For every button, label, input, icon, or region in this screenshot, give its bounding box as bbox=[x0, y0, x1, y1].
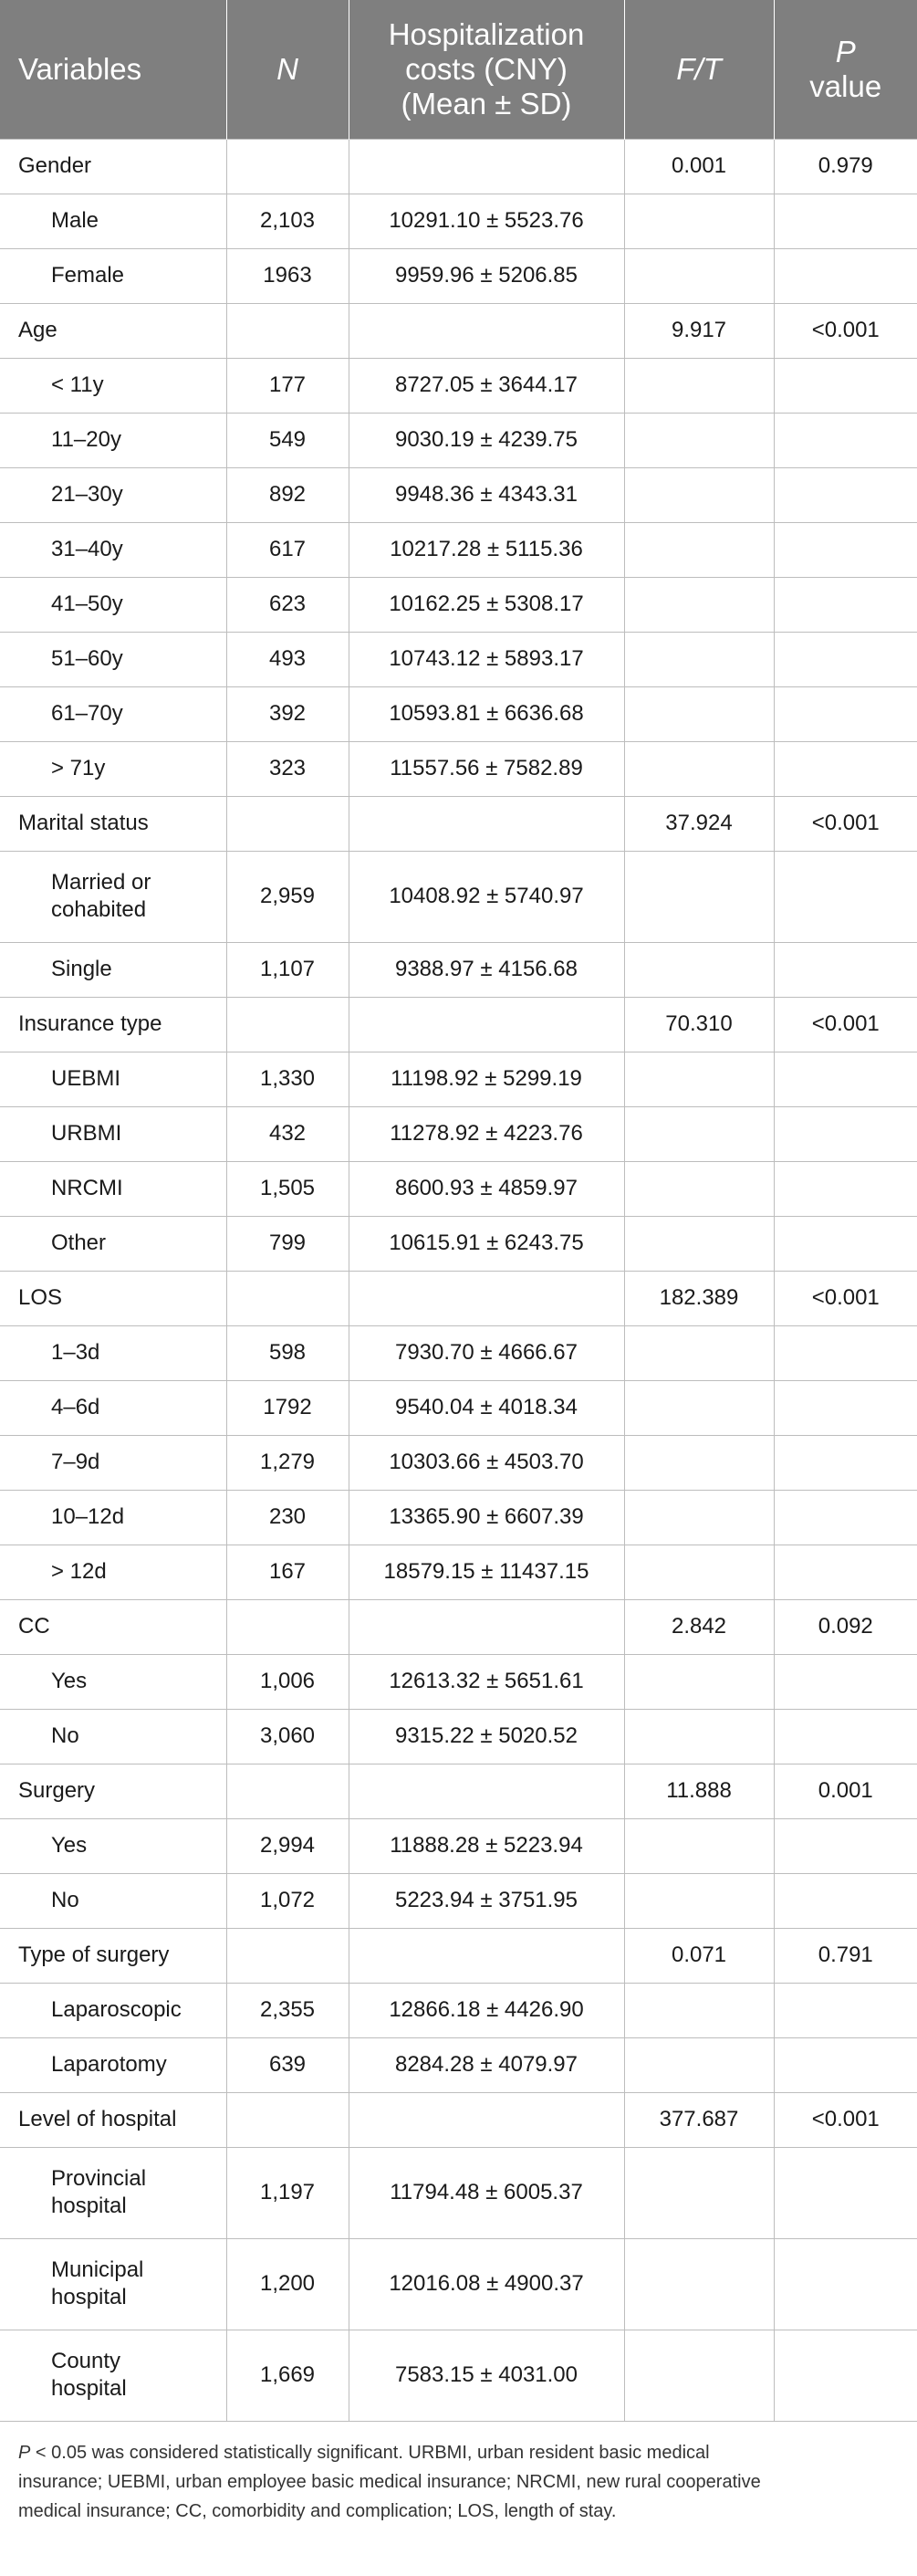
cell-ft: 2.842 bbox=[624, 1599, 774, 1654]
cell-cost: 9959.96 ± 5206.85 bbox=[349, 248, 624, 303]
cell-variable bbox=[0, 139, 226, 194]
cell-ft: 11.888 bbox=[624, 1764, 774, 1818]
cell-p-value bbox=[774, 2330, 917, 2421]
table-row bbox=[0, 1873, 917, 1928]
cell-p-value bbox=[774, 632, 917, 686]
cell-ft bbox=[624, 2238, 774, 2330]
cell-ft bbox=[624, 1380, 774, 1435]
cell-cost bbox=[349, 2092, 624, 2147]
cell-p-value: <0.001 bbox=[774, 1271, 917, 1325]
cell-cost bbox=[349, 139, 624, 194]
variable-label: Married or bbox=[51, 870, 151, 895]
cell-cost: 12016.08 ± 4900.37 bbox=[349, 2238, 624, 2330]
cell-n: 1,072 bbox=[226, 1873, 349, 1928]
cell-p-value bbox=[774, 358, 917, 413]
cell-cost: 8284.28 ± 4079.97 bbox=[349, 2037, 624, 2092]
cell-ft bbox=[624, 1216, 774, 1271]
table-row bbox=[0, 1052, 917, 1106]
cell-n: 598 bbox=[226, 1325, 349, 1380]
variable-label: Provincial bbox=[51, 2166, 147, 2191]
variable-label: LOS bbox=[18, 1285, 63, 1310]
footnote-line1: < 0.05 was considered statistically significant. URBMI, urban resident basic medical bbox=[30, 2442, 710, 2463]
cell-n: 1,107 bbox=[226, 942, 349, 997]
cell-p-value bbox=[774, 248, 917, 303]
cell-ft bbox=[624, 577, 774, 632]
cell-ft: 70.310 bbox=[624, 997, 774, 1052]
cell-cost: 10162.25 ± 5308.17 bbox=[349, 577, 624, 632]
cell-ft bbox=[624, 1818, 774, 1873]
cell-n bbox=[226, 1928, 349, 1983]
cell-n: 167 bbox=[226, 1545, 349, 1599]
cell-cost: 9388.97 ± 4156.68 bbox=[349, 942, 624, 997]
cell-variable bbox=[0, 851, 226, 942]
cell-n: 392 bbox=[226, 686, 349, 741]
cell-n: 3,060 bbox=[226, 1709, 349, 1764]
table-row bbox=[0, 467, 917, 522]
variable-label: UEBMI bbox=[51, 1066, 121, 1091]
cell-variable bbox=[0, 577, 226, 632]
cell-ft bbox=[624, 1709, 774, 1764]
cell-p-value bbox=[774, 522, 917, 577]
header-p-value bbox=[774, 0, 917, 139]
cell-cost bbox=[349, 1928, 624, 1983]
cell-ft bbox=[624, 522, 774, 577]
cell-variable bbox=[0, 1818, 226, 1873]
cell-ft: 0.001 bbox=[624, 139, 774, 194]
cell-variable bbox=[0, 1380, 226, 1435]
footnote-p-symbol: P bbox=[18, 2442, 31, 2463]
cell-n: 1,505 bbox=[226, 1161, 349, 1216]
variable-label: 4–6d bbox=[51, 1395, 100, 1419]
cell-cost: 8600.93 ± 4859.97 bbox=[349, 1161, 624, 1216]
cell-ft: 182.389 bbox=[624, 1271, 774, 1325]
cell-cost: 9540.04 ± 4018.34 bbox=[349, 1380, 624, 1435]
cell-ft bbox=[624, 1161, 774, 1216]
cell-variable bbox=[0, 522, 226, 577]
cell-cost: 11557.56 ± 7582.89 bbox=[349, 741, 624, 796]
cell-p-value bbox=[774, 2037, 917, 2092]
cell-variable bbox=[0, 1599, 226, 1654]
cell-cost: 10291.10 ± 5523.76 bbox=[349, 194, 624, 248]
cell-n bbox=[226, 1764, 349, 1818]
variable-label: 41–50y bbox=[51, 592, 123, 616]
cell-p-value bbox=[774, 1435, 917, 1490]
cell-p-value bbox=[774, 1325, 917, 1380]
variable-label: Female bbox=[51, 263, 125, 288]
cell-n: 1,200 bbox=[226, 2238, 349, 2330]
cell-p-value bbox=[774, 1709, 917, 1764]
variable-label: NRCMI bbox=[51, 1176, 123, 1200]
cell-cost: 11198.92 ± 5299.19 bbox=[349, 1052, 624, 1106]
variable-label: 11–20y bbox=[51, 427, 121, 452]
cell-cost: 11888.28 ± 5223.94 bbox=[349, 1818, 624, 1873]
cell-variable bbox=[0, 1216, 226, 1271]
table-row bbox=[0, 1818, 917, 1873]
cell-ft bbox=[624, 1873, 774, 1928]
cell-ft: 0.071 bbox=[624, 1928, 774, 1983]
cell-variable bbox=[0, 1545, 226, 1599]
table-row bbox=[0, 194, 917, 248]
variable-label: CC bbox=[18, 1614, 50, 1639]
variable-label: > 12d bbox=[51, 1559, 107, 1584]
cell-ft bbox=[624, 467, 774, 522]
cell-n: 639 bbox=[226, 2037, 349, 2092]
cell-variable bbox=[0, 2147, 226, 2238]
cell-cost: 12613.32 ± 5651.61 bbox=[349, 1654, 624, 1709]
cell-variable bbox=[0, 2092, 226, 2147]
variable-label: No bbox=[51, 1888, 79, 1912]
cell-n: 892 bbox=[226, 467, 349, 522]
cell-variable bbox=[0, 194, 226, 248]
cell-cost: 7583.15 ± 4031.00 bbox=[349, 2330, 624, 2421]
variable-label: 31–40y bbox=[51, 537, 123, 561]
cell-n: 432 bbox=[226, 1106, 349, 1161]
cell-variable bbox=[0, 1161, 226, 1216]
table-footnote bbox=[0, 2422, 917, 2526]
table-row bbox=[0, 632, 917, 686]
cell-p-value bbox=[774, 1052, 917, 1106]
cell-p-value bbox=[774, 942, 917, 997]
cell-p-value bbox=[774, 1818, 917, 1873]
cell-cost: 9948.36 ± 4343.31 bbox=[349, 467, 624, 522]
cell-n: 1,330 bbox=[226, 1052, 349, 1106]
cell-cost bbox=[349, 303, 624, 358]
cell-cost: 10408.92 ± 5740.97 bbox=[349, 851, 624, 942]
cell-ft bbox=[624, 1654, 774, 1709]
cell-n bbox=[226, 2092, 349, 2147]
table-row-group bbox=[0, 1599, 917, 1654]
cell-p-value bbox=[774, 577, 917, 632]
cell-cost: 10593.81 ± 6636.68 bbox=[349, 686, 624, 741]
variable-label: Yes bbox=[51, 1833, 88, 1858]
table-row bbox=[0, 358, 917, 413]
cell-ft bbox=[624, 358, 774, 413]
table-header bbox=[0, 0, 917, 139]
cell-ft bbox=[624, 1052, 774, 1106]
header-ft bbox=[624, 0, 774, 139]
cell-ft bbox=[624, 1325, 774, 1380]
cell-cost: 13365.90 ± 6607.39 bbox=[349, 1490, 624, 1545]
variable-label: Gender bbox=[18, 153, 92, 178]
cell-ft bbox=[624, 686, 774, 741]
variable-label-line2: hospital bbox=[51, 2194, 127, 2218]
cell-p-value: 0.791 bbox=[774, 1928, 917, 1983]
cell-variable bbox=[0, 1271, 226, 1325]
cell-p-value bbox=[774, 686, 917, 741]
table-row bbox=[0, 1983, 917, 2037]
cell-p-value bbox=[774, 467, 917, 522]
cell-n: 2,994 bbox=[226, 1818, 349, 1873]
table-row-group bbox=[0, 1764, 917, 1818]
cell-variable bbox=[0, 1928, 226, 1983]
table-row-group bbox=[0, 1271, 917, 1325]
cell-p-value bbox=[774, 1216, 917, 1271]
variable-label: 51–60y bbox=[51, 646, 123, 671]
cell-n: 2,959 bbox=[226, 851, 349, 942]
cell-p-value: 0.001 bbox=[774, 1764, 917, 1818]
variable-label: URBMI bbox=[51, 1121, 122, 1146]
table-row bbox=[0, 1709, 917, 1764]
variable-label: Single bbox=[51, 957, 112, 981]
variable-label: 1–3d bbox=[51, 1340, 100, 1365]
header-n-label: N bbox=[276, 51, 298, 86]
header-costs-line2: costs (CNY) bbox=[405, 51, 568, 86]
cell-variable bbox=[0, 1106, 226, 1161]
cell-cost: 7930.70 ± 4666.67 bbox=[349, 1325, 624, 1380]
header-n bbox=[226, 0, 349, 139]
table-row-group bbox=[0, 796, 917, 851]
cell-cost: 10615.91 ± 6243.75 bbox=[349, 1216, 624, 1271]
variable-label: Yes bbox=[51, 1669, 88, 1693]
cell-n: 549 bbox=[226, 413, 349, 467]
cell-ft bbox=[624, 1106, 774, 1161]
cell-variable bbox=[0, 1490, 226, 1545]
variable-label: 10–12d bbox=[51, 1504, 125, 1529]
variable-label: < 11y bbox=[51, 372, 104, 397]
variable-label: Level of hospital bbox=[18, 2107, 177, 2131]
cell-n bbox=[226, 997, 349, 1052]
variable-label-line2: cohabited bbox=[51, 897, 147, 922]
cell-cost: 10217.28 ± 5115.36 bbox=[349, 522, 624, 577]
cell-variable bbox=[0, 2238, 226, 2330]
cell-cost: 8727.05 ± 3644.17 bbox=[349, 358, 624, 413]
variable-label: No bbox=[51, 1723, 79, 1748]
cell-p-value bbox=[774, 1654, 917, 1709]
variable-label: Male bbox=[51, 208, 99, 233]
table-row bbox=[0, 248, 917, 303]
variable-label: Other bbox=[51, 1230, 107, 1255]
header-p-line1: P bbox=[835, 34, 856, 68]
variable-label: 7–9d bbox=[51, 1450, 100, 1474]
cell-p-value: <0.001 bbox=[774, 796, 917, 851]
cell-ft bbox=[624, 632, 774, 686]
cell-n: 1963 bbox=[226, 248, 349, 303]
table-row bbox=[0, 2238, 917, 2330]
cell-cost: 10743.12 ± 5893.17 bbox=[349, 632, 624, 686]
cell-n: 623 bbox=[226, 577, 349, 632]
cell-variable bbox=[0, 686, 226, 741]
cell-variable bbox=[0, 1873, 226, 1928]
table-row-group bbox=[0, 997, 917, 1052]
cell-ft: 37.924 bbox=[624, 796, 774, 851]
header-costs-line1: Hospitalization bbox=[388, 16, 585, 51]
cell-n: 1,197 bbox=[226, 2147, 349, 2238]
cell-ft bbox=[624, 1545, 774, 1599]
cell-p-value bbox=[774, 1106, 917, 1161]
cell-cost: 5223.94 ± 3751.95 bbox=[349, 1873, 624, 1928]
cell-variable bbox=[0, 1325, 226, 1380]
cell-p-value bbox=[774, 413, 917, 467]
cell-p-value bbox=[774, 1983, 917, 2037]
cell-variable bbox=[0, 303, 226, 358]
table-row bbox=[0, 741, 917, 796]
table-body bbox=[0, 139, 917, 2421]
table-row-group bbox=[0, 139, 917, 194]
table-row bbox=[0, 942, 917, 997]
cell-cost: 10303.66 ± 4503.70 bbox=[349, 1435, 624, 1490]
cell-p-value: 0.979 bbox=[774, 139, 917, 194]
cell-n: 1,006 bbox=[226, 1654, 349, 1709]
variable-label: County bbox=[51, 2349, 121, 2373]
table-row bbox=[0, 1106, 917, 1161]
variable-label: Laparotomy bbox=[51, 2052, 167, 2077]
cell-n: 1,279 bbox=[226, 1435, 349, 1490]
header-variables: Variables bbox=[0, 0, 226, 139]
variable-label: 21–30y bbox=[51, 482, 123, 507]
table-row bbox=[0, 2147, 917, 2238]
cell-cost: 11278.92 ± 4223.76 bbox=[349, 1106, 624, 1161]
cell-n: 177 bbox=[226, 358, 349, 413]
cell-ft: 9.917 bbox=[624, 303, 774, 358]
table-row bbox=[0, 1216, 917, 1271]
cell-cost bbox=[349, 1764, 624, 1818]
cell-cost: 9315.22 ± 5020.52 bbox=[349, 1709, 624, 1764]
variable-label-line2: hospital bbox=[51, 2376, 127, 2401]
cell-n: 2,355 bbox=[226, 1983, 349, 2037]
cell-p-value: 0.092 bbox=[774, 1599, 917, 1654]
table-row bbox=[0, 686, 917, 741]
variable-label: Surgery bbox=[18, 1778, 96, 1803]
table-row bbox=[0, 1435, 917, 1490]
cell-ft bbox=[624, 194, 774, 248]
cell-variable bbox=[0, 2037, 226, 2092]
cell-variable bbox=[0, 1709, 226, 1764]
header-ft-label: F/T bbox=[676, 51, 722, 86]
variable-label: > 71y bbox=[51, 756, 106, 780]
cell-ft bbox=[624, 851, 774, 942]
variable-label: Laparoscopic bbox=[51, 1997, 182, 2022]
cell-p-value bbox=[774, 1873, 917, 1928]
cell-ft bbox=[624, 1983, 774, 2037]
cell-ft bbox=[624, 2037, 774, 2092]
cell-variable bbox=[0, 796, 226, 851]
variable-label: Insurance type bbox=[18, 1011, 162, 1036]
cell-cost: 18579.15 ± 11437.15 bbox=[349, 1545, 624, 1599]
cell-n bbox=[226, 303, 349, 358]
cell-variable bbox=[0, 1052, 226, 1106]
variable-label: Municipal bbox=[51, 2257, 144, 2282]
cell-p-value bbox=[774, 2147, 917, 2238]
cell-ft bbox=[624, 741, 774, 796]
cell-variable bbox=[0, 942, 226, 997]
cell-n bbox=[226, 1271, 349, 1325]
cell-p-value: <0.001 bbox=[774, 2092, 917, 2147]
table-row bbox=[0, 2037, 917, 2092]
variable-label-line2: hospital bbox=[51, 2285, 127, 2309]
cell-p-value: <0.001 bbox=[774, 303, 917, 358]
cell-n: 799 bbox=[226, 1216, 349, 1271]
cell-variable bbox=[0, 248, 226, 303]
cell-p-value bbox=[774, 1490, 917, 1545]
cell-cost: 11794.48 ± 6005.37 bbox=[349, 2147, 624, 2238]
cell-ft bbox=[624, 1490, 774, 1545]
cell-p-value bbox=[774, 741, 917, 796]
variable-label: Type of surgery bbox=[18, 1942, 170, 1967]
cell-n bbox=[226, 139, 349, 194]
cell-p-value bbox=[774, 1380, 917, 1435]
cell-n bbox=[226, 796, 349, 851]
cell-n: 617 bbox=[226, 522, 349, 577]
header-row bbox=[0, 0, 917, 139]
cell-p-value bbox=[774, 194, 917, 248]
table-row bbox=[0, 2330, 917, 2421]
table-row bbox=[0, 1380, 917, 1435]
table-row bbox=[0, 1545, 917, 1599]
cell-ft: 377.687 bbox=[624, 2092, 774, 2147]
cell-ft bbox=[624, 2330, 774, 2421]
cell-ft bbox=[624, 1435, 774, 1490]
cell-n bbox=[226, 1599, 349, 1654]
cell-p-value bbox=[774, 1161, 917, 1216]
variable-label: Marital status bbox=[18, 811, 149, 835]
cell-p-value: <0.001 bbox=[774, 997, 917, 1052]
footnote-line2: insurance; UEBMI, urban employee basic medical insurance; NRCMI, new rural cooperative bbox=[18, 2471, 761, 2492]
table-row bbox=[0, 1325, 917, 1380]
cell-n: 2,103 bbox=[226, 194, 349, 248]
cell-cost bbox=[349, 796, 624, 851]
table-row bbox=[0, 522, 917, 577]
cell-variable bbox=[0, 997, 226, 1052]
table-row bbox=[0, 851, 917, 942]
cell-variable bbox=[0, 1654, 226, 1709]
table-row bbox=[0, 577, 917, 632]
cell-variable bbox=[0, 413, 226, 467]
cell-n: 1,669 bbox=[226, 2330, 349, 2421]
header-costs-line3: (Mean ± SD) bbox=[401, 86, 572, 120]
cell-cost bbox=[349, 1271, 624, 1325]
table-row bbox=[0, 1161, 917, 1216]
table-row bbox=[0, 1490, 917, 1545]
cell-variable bbox=[0, 2330, 226, 2421]
cell-n: 230 bbox=[226, 1490, 349, 1545]
cell-p-value bbox=[774, 851, 917, 942]
cell-variable bbox=[0, 1764, 226, 1818]
cell-n: 493 bbox=[226, 632, 349, 686]
table-row bbox=[0, 413, 917, 467]
cell-ft bbox=[624, 248, 774, 303]
cell-variable bbox=[0, 632, 226, 686]
cell-ft bbox=[624, 942, 774, 997]
cell-ft bbox=[624, 413, 774, 467]
table-row-group bbox=[0, 303, 917, 358]
footnote-line3: medical insurance; CC, comorbidity and complication; LOS, length of stay. bbox=[18, 2500, 617, 2521]
cell-n: 1792 bbox=[226, 1380, 349, 1435]
variable-label: 61–70y bbox=[51, 701, 123, 726]
table-row-group bbox=[0, 2092, 917, 2147]
cell-n: 323 bbox=[226, 741, 349, 796]
cell-variable bbox=[0, 741, 226, 796]
cell-variable bbox=[0, 1435, 226, 1490]
cell-ft bbox=[624, 2147, 774, 2238]
cell-variable bbox=[0, 1983, 226, 2037]
cell-variable bbox=[0, 467, 226, 522]
cell-cost: 9030.19 ± 4239.75 bbox=[349, 413, 624, 467]
cell-cost bbox=[349, 997, 624, 1052]
table-row bbox=[0, 1654, 917, 1709]
cell-p-value bbox=[774, 2238, 917, 2330]
table-row-group bbox=[0, 1928, 917, 1983]
cell-p-value bbox=[774, 1545, 917, 1599]
cell-cost: 12866.18 ± 4426.90 bbox=[349, 1983, 624, 2037]
variable-label: Age bbox=[18, 318, 57, 342]
cell-variable bbox=[0, 358, 226, 413]
cell-cost bbox=[349, 1599, 624, 1654]
header-costs bbox=[349, 0, 624, 139]
header-p-line2: value bbox=[809, 68, 882, 103]
